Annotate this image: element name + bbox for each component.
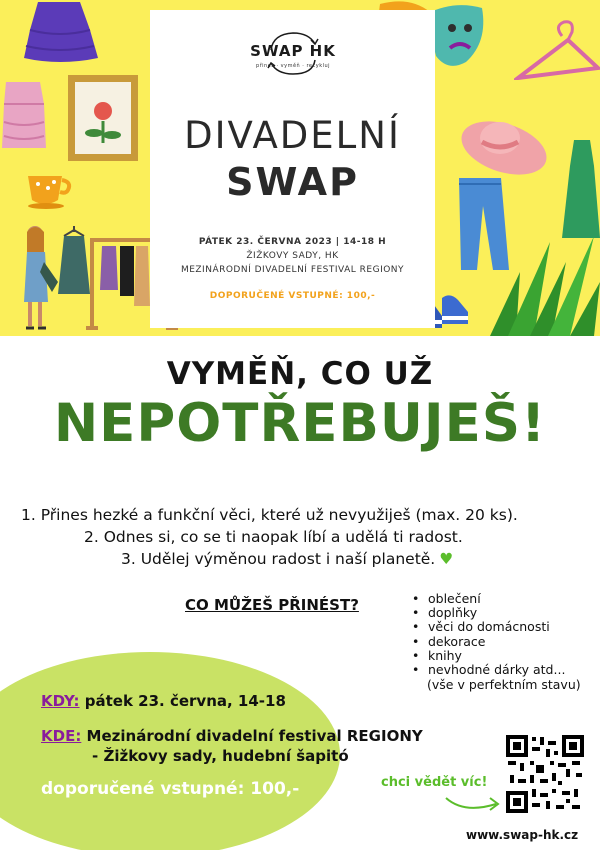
green-dress-illustration — [560, 140, 600, 240]
framed-picture-illustration — [66, 73, 140, 163]
website-link[interactable]: www.swap-hk.cz — [466, 828, 579, 842]
qr-code[interactable] — [506, 735, 584, 813]
top-banner — [0, 0, 600, 336]
skirt-illustration — [20, 0, 100, 65]
list-item: • věci do domácnosti — [412, 620, 565, 634]
card-fee: DOPORUČENÉ VSTUPNÉ: 100,- — [209, 291, 376, 301]
want-to-know-more: chci vědět víc! — [381, 775, 488, 790]
list-item: • doplňky — [412, 606, 565, 620]
where-value: Mezinárodní divadelní festival REGIONY — [81, 727, 423, 745]
logo-text: SWAP HK — [250, 42, 336, 60]
list-item: • knihy — [412, 649, 565, 663]
swap-hk-logo — [245, 30, 341, 74]
bring-note: (vše v perfektním stavu) — [427, 677, 581, 692]
list-item: • dekorace — [412, 635, 565, 649]
pink-top-illustration — [0, 78, 48, 150]
card-title-line1: DIVADELNÍ — [184, 114, 401, 157]
when-value: pátek 23. června, 14-18 — [79, 692, 286, 710]
where-line — [41, 727, 423, 745]
green-heart-icon: ♥ — [439, 550, 454, 568]
card-festival: MEZINÁRODNÍ DIVADELNÍ FESTIVAL REGIONY — [180, 265, 405, 275]
list-item: • nevhodné dárky atd... — [412, 663, 565, 677]
sun-hat-illustration — [456, 106, 552, 178]
headline-small: VYMĚŇ, CO UŽ — [166, 356, 434, 392]
when-line — [41, 692, 286, 710]
woman-illustration — [18, 222, 58, 332]
where-line-2: - Žižkovy sady, hudební šapitó — [92, 747, 349, 765]
bring-list — [412, 592, 565, 677]
card-place: ŽIŽKOVY SADY, HK — [246, 251, 339, 261]
logo-tagline: přines · vyměň · recykluj — [255, 63, 331, 69]
bring-title: CO MŮŽEŠ PŘINÉST? — [185, 596, 359, 614]
event-card — [150, 10, 435, 328]
card-title-line2: SWAP — [226, 160, 359, 204]
list-item: • oblečení — [412, 592, 565, 606]
step-3-text: 3. Udělej výměnou radost i naší planetě. — [121, 550, 436, 568]
curved-arrow-icon — [444, 792, 504, 816]
step-3 — [121, 550, 453, 568]
where-label: KDE: — [41, 727, 82, 745]
hanger-illustration — [514, 20, 600, 80]
headline-big: NEPOTŘEBUJEŠ! — [53, 393, 547, 454]
card-date: PÁTEK 23. ČERVNA 2023 | 14-18 H — [198, 237, 387, 247]
step-2: 2. Odnes si, co se ti naopak líbí a udělá ti radost. — [84, 528, 463, 546]
fee-text: doporučené vstupné: 100,- — [41, 779, 300, 799]
when-label: KDY: — [41, 692, 80, 710]
step-1: 1. Přines hezké a funkční věci, které už nevyužiješ (max. 20 ks). — [21, 506, 518, 524]
grass-illustration — [490, 232, 600, 336]
teacup-illustration — [24, 170, 74, 212]
